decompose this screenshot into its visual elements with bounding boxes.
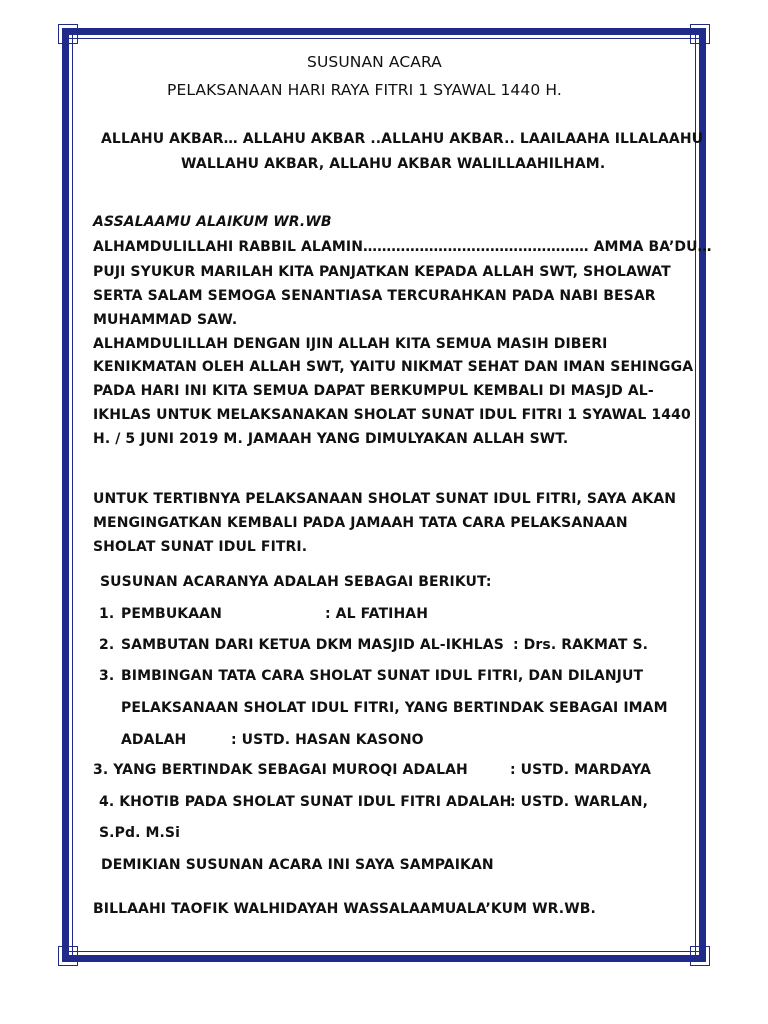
paragraph-line: SERTA SALAM SEMOGA SENANTIASA TERCURAHKAN PADA NABI BESAR xyxy=(93,288,656,304)
agenda-item-value: : USTD. MARDAYA xyxy=(510,762,652,778)
border-corner-top-left xyxy=(60,26,78,44)
page-subtitle: PELAKSANAAN HARI RAYA FITRI 1 SYAWAL 1440 H. xyxy=(167,81,562,99)
agenda-item-number: 1. xyxy=(99,606,115,622)
agenda-item-value: : USTD. WARLAN, xyxy=(510,794,649,810)
paragraph-line: H. / 5 JUNI 2019 M. JAMAAH YANG DIMULYAKAN ALLAH SWT. xyxy=(93,431,569,447)
agenda-item-label: PEMBUKAAN xyxy=(121,606,222,622)
paragraph-line: KENIKMATAN OLEH ALLAH SWT, YAITU NIKMAT SEHAT DAN IMAN SEHINGGA xyxy=(93,359,694,375)
agenda-item-label: SAMBUTAN DARI KETUA DKM MASJID AL-IKHLAS xyxy=(121,637,504,653)
border-corner-bottom-right xyxy=(690,946,708,964)
paragraph-line: ALHAMDULILLAH DENGAN IJIN ALLAH KITA SEMUA MASIH DIBERI xyxy=(93,336,608,352)
agenda-item-value: : Drs. RAKMAT S. xyxy=(513,637,649,653)
farewell: BILLAAHI TAOFIK WALHIDAYAH WASSALAAMUALA’KUM WR.WB. xyxy=(93,901,596,917)
agenda-item-label: S.Pd. M.Si xyxy=(99,825,181,841)
paragraph-line: SHOLAT SUNAT IDUL FITRI. xyxy=(93,539,308,555)
closing-statement: DEMIKIAN SUSUNAN ACARA INI SAYA SAMPAIKAN xyxy=(101,857,494,873)
paragraph-line: PADA HARI INI KITA SEMUA DAPAT BERKUMPUL KEMBALI DI MASJD AL- xyxy=(93,383,654,399)
paragraph-line: PUJI SYUKUR MARILAH KITA PANJATKAN KEPADA ALLAH SWT, SHOLAWAT xyxy=(93,264,671,280)
paragraph-line: IKHLAS UNTUK MELAKSANAKAN SHOLAT SUNAT IDUL FITRI 1 SYAWAL 1440 xyxy=(93,407,691,423)
agenda-item-label: ADALAH xyxy=(121,732,187,748)
border-corner-top-right xyxy=(690,26,708,44)
takbir-line: ALLAHU AKBAR… ALLAHU AKBAR ..ALLAHU AKBAR.. LAAILAAHA ILLALAAHU xyxy=(101,131,704,147)
agenda-item-number: 2. xyxy=(99,637,115,653)
agenda-item-value: : USTD. HASAN KASONO xyxy=(231,732,424,748)
agenda-intro: SUSUNAN ACARANYA ADALAH SEBAGAI BERIKUT: xyxy=(100,574,492,590)
paragraph-line: ALHAMDULILLAHI RABBIL ALAMIN………………………………………… AMMA BA’DU… xyxy=(93,239,712,255)
paragraph-line: MENGINGATKAN KEMBALI PADA JAMAAH TATA CARA PELAKSANAAN xyxy=(93,515,628,531)
agenda-item-label: BIMBINGAN TATA CARA SHOLAT SUNAT IDUL FITRI, DAN DILANJUT xyxy=(121,668,644,684)
agenda-item-number: 3. xyxy=(99,668,115,684)
paragraph-line: UNTUK TERTIBNYA PELAKSANAAN SHOLAT SUNAT IDUL FITRI, SAYA AKAN xyxy=(93,491,677,507)
greeting: ASSALAAMU ALAIKUM WR.WB xyxy=(93,214,332,230)
agenda-item-value: : AL FATIHAH xyxy=(325,606,429,622)
agenda-item-label: 3. YANG BERTINDAK SEBAGAI MUROQI ADALAH xyxy=(93,762,468,778)
agenda-item-label: PELAKSANAAN SHOLAT IDUL FITRI, YANG BERTINDAK SEBAGAI IMAM xyxy=(121,700,668,716)
takbir-line: WALLAHU AKBAR, ALLAHU AKBAR WALILLAAHILHAM. xyxy=(181,156,606,172)
paragraph-line: MUHAMMAD SAW. xyxy=(93,312,238,328)
border-corner-bottom-left xyxy=(60,946,78,964)
agenda-item-label: 4. KHOTIB PADA SHOLAT SUNAT IDUL FITRI ADALAH xyxy=(99,794,512,810)
page-title: SUSUNAN ACARA xyxy=(307,53,442,71)
